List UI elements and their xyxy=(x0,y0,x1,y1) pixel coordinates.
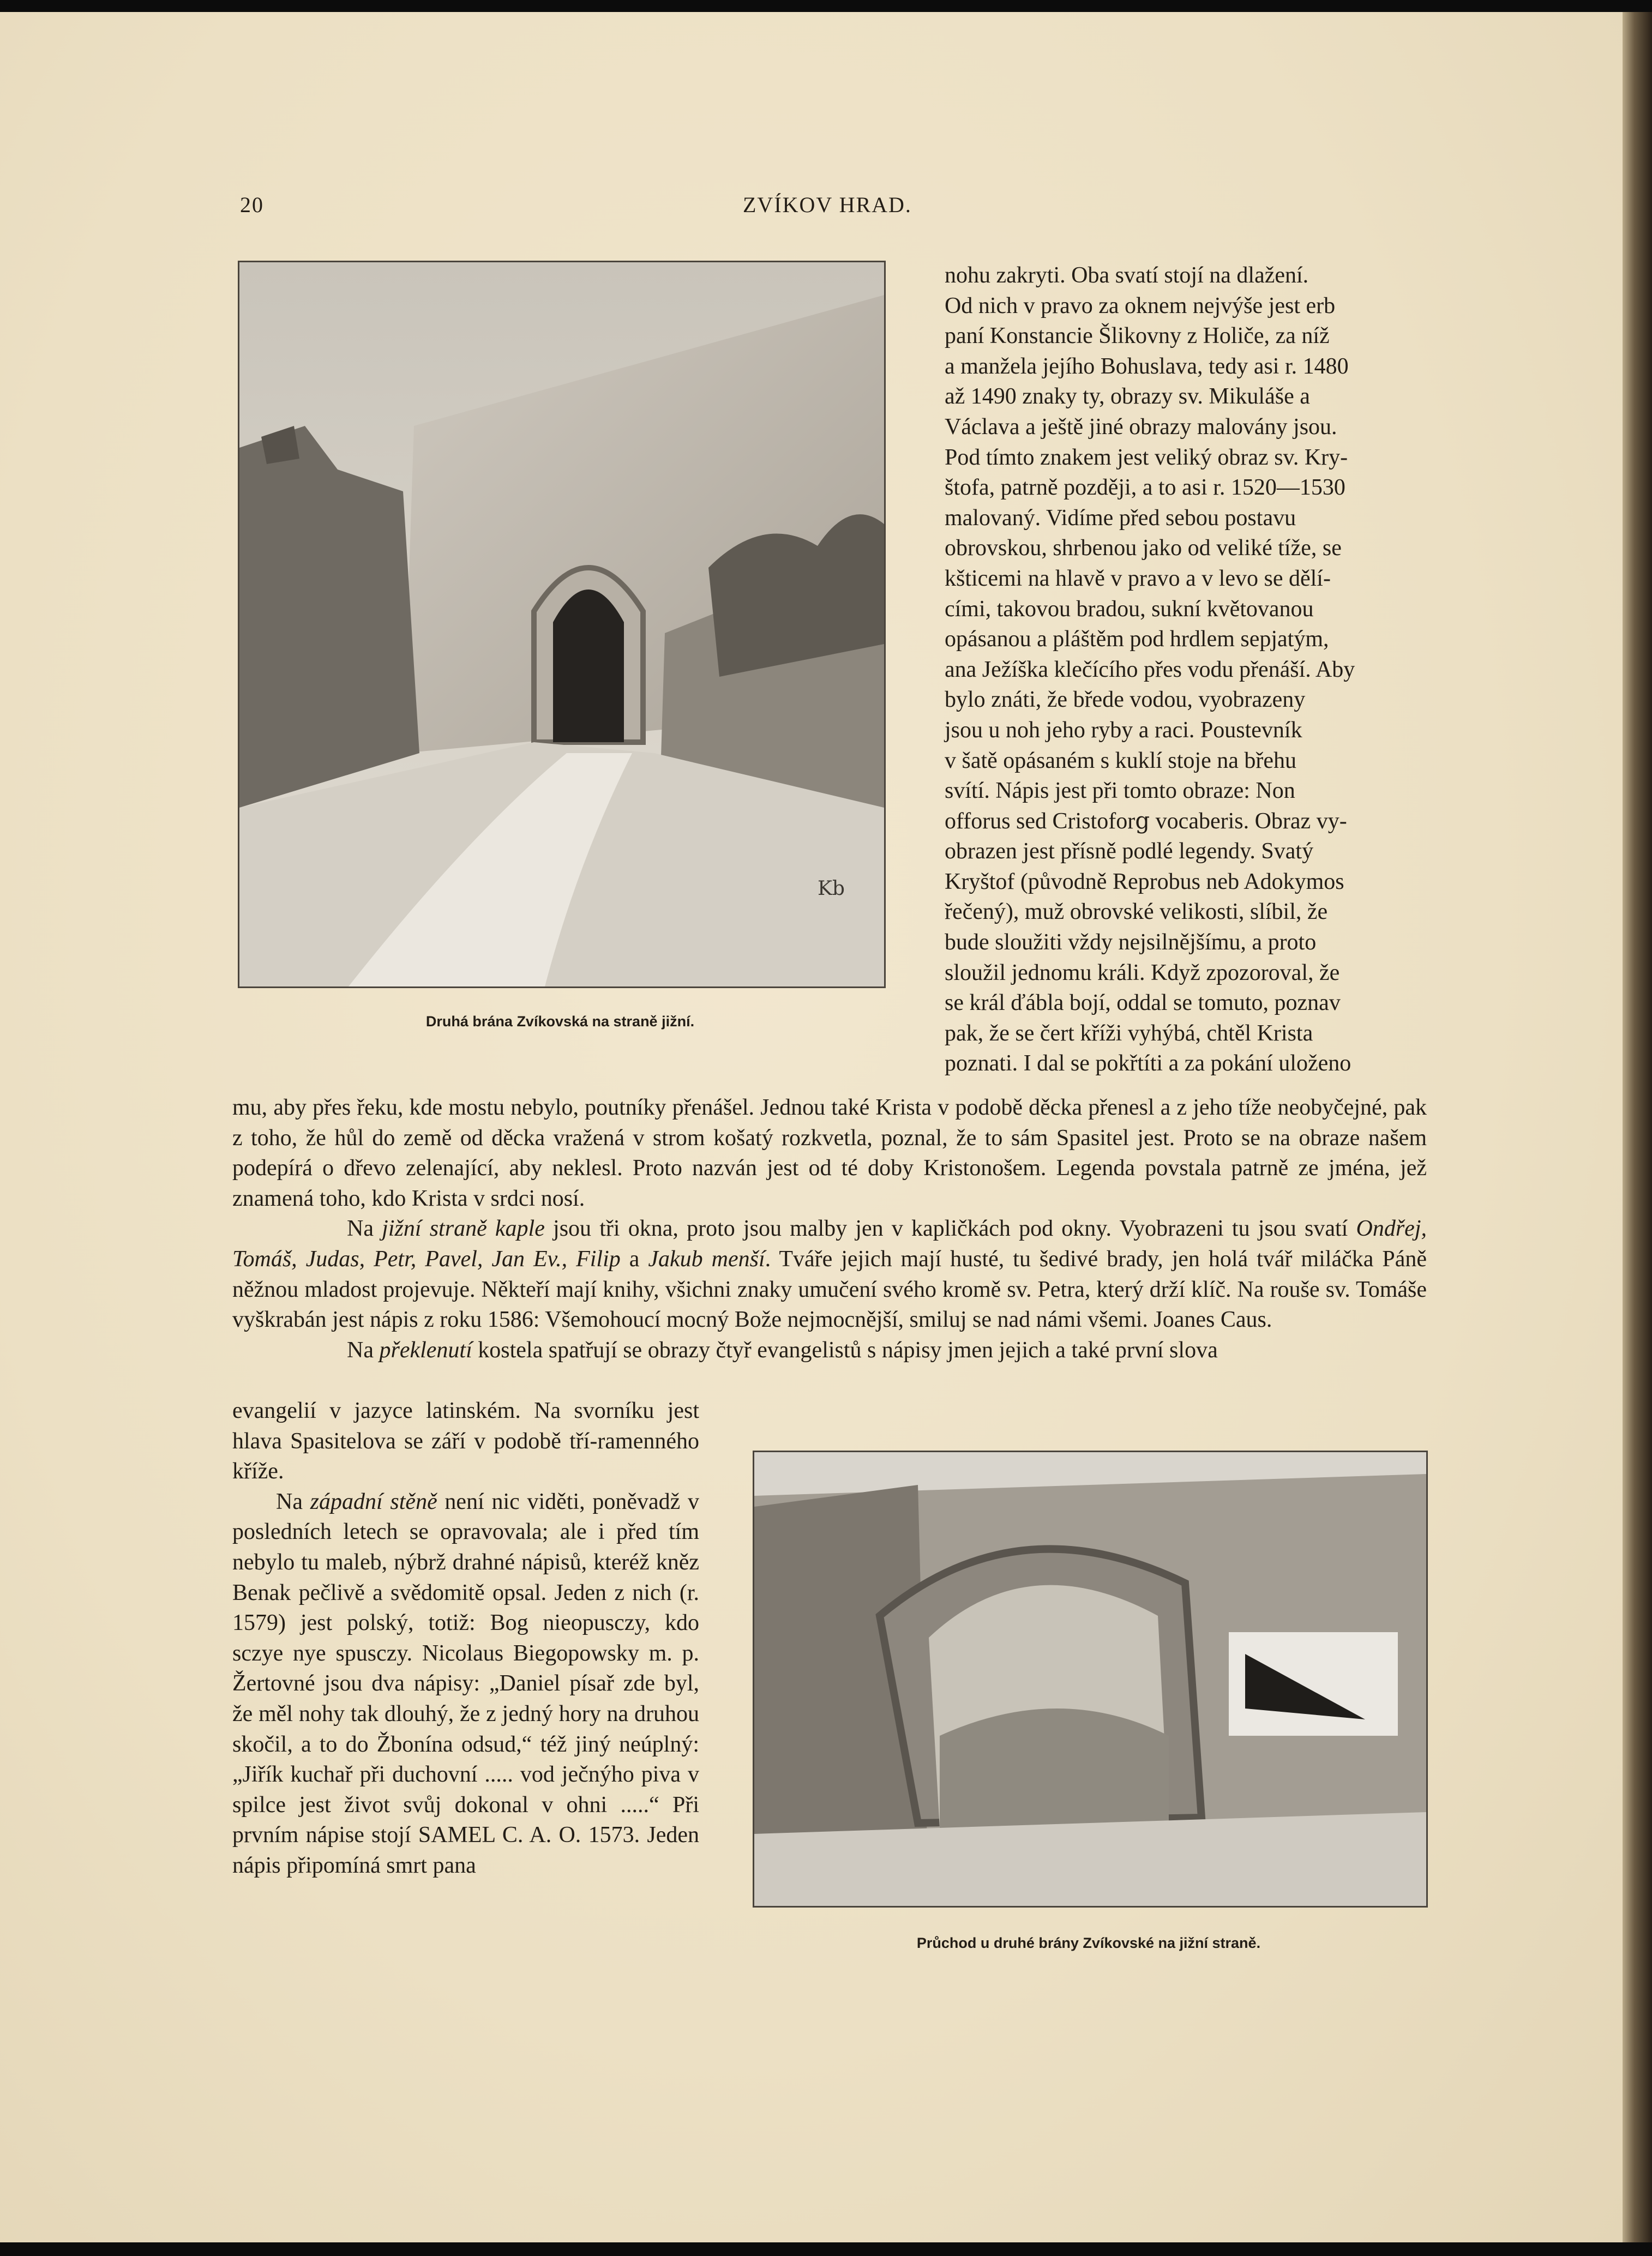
right-line: obrovskou, shrbenou jako od veliké tíže, se xyxy=(945,536,1342,561)
right-line: řečený), muž obrovské velikosti, slíbil, že xyxy=(945,899,1328,925)
right-line: sloužil jednomu králi. Když zpozoroval, že xyxy=(945,960,1340,985)
running-title: ZVÍKOV HRAD. xyxy=(743,192,912,217)
right-line: bylo znáti, že břede vodou, vyobrazeny xyxy=(945,687,1306,713)
paragraph-south-wall: Na jižní straně kaple jsou tři okna, proto jsou malby jen v kapličkách pod okny. Vyobrazeni tu jsou svatí Ondřej, Tomáš, Judas, Petr, Pavel, Jan Ev., Filip a Jakub menší. Tváře jejich mají husté, tu šedivé brady, jen holá tvář miláčka Páně něžnou mladost projevuje. Někteří mají knihy, všichni znaky umučení svého kromě sv. Petra, který drží klíč. Na rouše sv. Tomáše vyškrabán jest nápis z roku 1586: Všemohoucí mocný Bože nejmocnější, smiluj se nad námi všemi. Joanes Caus. xyxy=(232,1216,1427,1333)
right-column-text xyxy=(945,261,1430,1079)
right-line: offorus sed Cristoforց vocaberis. Obraz vy- xyxy=(945,808,1347,834)
right-line: pak, že se čert kříži vyhýbá, chtěl Krista xyxy=(945,1020,1313,1046)
right-line: kšticemi na hlavě v pravo a v levo se dělí- xyxy=(945,565,1331,591)
right-line: nohu zakryti. Oba svatí stojí na dlažení. xyxy=(945,263,1309,288)
right-line: štofa, patrně později, a to asi r. 1520—1530 xyxy=(945,475,1345,501)
right-line: a manžela jejího Bohuslava, tedy asi r. 1480 xyxy=(945,353,1349,379)
right-line: Od nich v pravo za oknem nejvýše jest erb xyxy=(945,293,1336,318)
right-line: se král ďábla bojí, oddal se tomuto, poznav xyxy=(945,990,1341,1016)
passage-drawing xyxy=(754,1452,1426,1906)
page-number: 20 xyxy=(240,192,264,217)
gate-caption: Druhá brána Zvíkovská na straně jižní. xyxy=(425,1013,695,1030)
gate-illustration xyxy=(238,261,886,988)
paragraph-west-wall: Na západní stěně není nic viděti, poněvadž v posledních letech se opravovala; ale i před tím nebylo tu maleb, nýbrž drahné nápisů, kteréž kněz Benak pečlivě a svědomitě opsal. Jeden z nich (r. 1579) jest polský, totiž: Bog nieopusczy, kdo sczye nye spusczy. Nicolaus Biegopowsky m. p. Žertovné jsou dva nápisy: „Daniel písař zde byl, že měl nohy tak dlouhý, že z jedný hory na druhou skočil, a to do Žbonína odsud,“ též jiný neúplný: „Jiřík kuchař při duchovní ..... vod ječnýho piva v spilce jest život svůj dokonal v ohni .....“ Při prvním nápise stojí SAMEL C. A. O. 1573. Jeden nápis připomíná smrt pana xyxy=(232,1489,699,1878)
passage-illustration xyxy=(753,1451,1428,1908)
artist-signature: Kb xyxy=(818,877,845,900)
right-line: Kryštof (původně Reprobus neb Adokymos xyxy=(945,869,1344,894)
paragraph-vault: Na překlenutí kostela spatřují se obrazy čtyř evangelistů s nápisy jmen jejich a také první slova xyxy=(347,1337,1218,1363)
right-line: svítí. Nápis jest při tomto obraze: Non xyxy=(945,778,1295,804)
gate-drawing xyxy=(239,262,884,986)
right-line: ana Ježíška klečícího přes vodu přenáší. Aby xyxy=(945,657,1355,682)
book-spine-edge xyxy=(1623,12,1652,2242)
right-line: poznati. I dal se pokřtíti a za pokání uloženo xyxy=(945,1051,1351,1076)
paragraph-kristonos: mu, aby přes řeku, kde mostu nebylo, poutníky přenášel. Jednou také Krista v podobě děcka přenesl a z jeho tíže neobyčejné, pak z toho, že hůl do země od děcka vražená v strom košatý rozkvetla, poznal, že to sám Spasitel jest. Proto se na obraze našem podepírá o dřevo zelenající, aby neklesl. Proto nazván jest od té doby Kristonošem. Legenda povstala patrně ze jména, jež znamená toho, kdo Krista v srdci nosí. xyxy=(232,1095,1427,1211)
right-line: jsou u noh jeho ryby a raci. Poustevník xyxy=(945,717,1302,743)
right-line: až 1490 znaky ty, obrazy sv. Mikuláše a xyxy=(945,384,1310,410)
paragraph-evangelists: evangelií v jazyce latinském. Na svorníku jest hlava Spasitelova se září v podobě tří-ramenného kříže. xyxy=(232,1398,699,1484)
full-width-text xyxy=(232,1093,1427,1365)
right-line: bude sloužiti vždy nejsilnějšímu, a proto xyxy=(945,930,1317,955)
right-line: paní Konstancie Šlikovny z Holiče, za níž xyxy=(945,323,1330,349)
right-line: malovaný. Vidíme před sebou postavu xyxy=(945,505,1296,531)
right-line: cími, takovou bradou, sukní květovanou xyxy=(945,596,1314,622)
right-line: v šatě opásaném s kuklí stoje na břehu xyxy=(945,748,1297,773)
right-line: Václava a ještě jiné obrazy malovány jsou. xyxy=(945,414,1337,440)
right-line: opásanou a pláštěm pod hrdlem sepjatým, xyxy=(945,627,1329,652)
right-line: Pod tímto znakem jest veliký obraz sv. Kry- xyxy=(945,444,1348,470)
passage-caption: Průchod u druhé brány Zvíkovské na jižní straně. xyxy=(916,1935,1261,1951)
left-column-text xyxy=(232,1396,699,1881)
right-line: obrazen jest přísně podlé legendy. Svatý xyxy=(945,839,1314,864)
